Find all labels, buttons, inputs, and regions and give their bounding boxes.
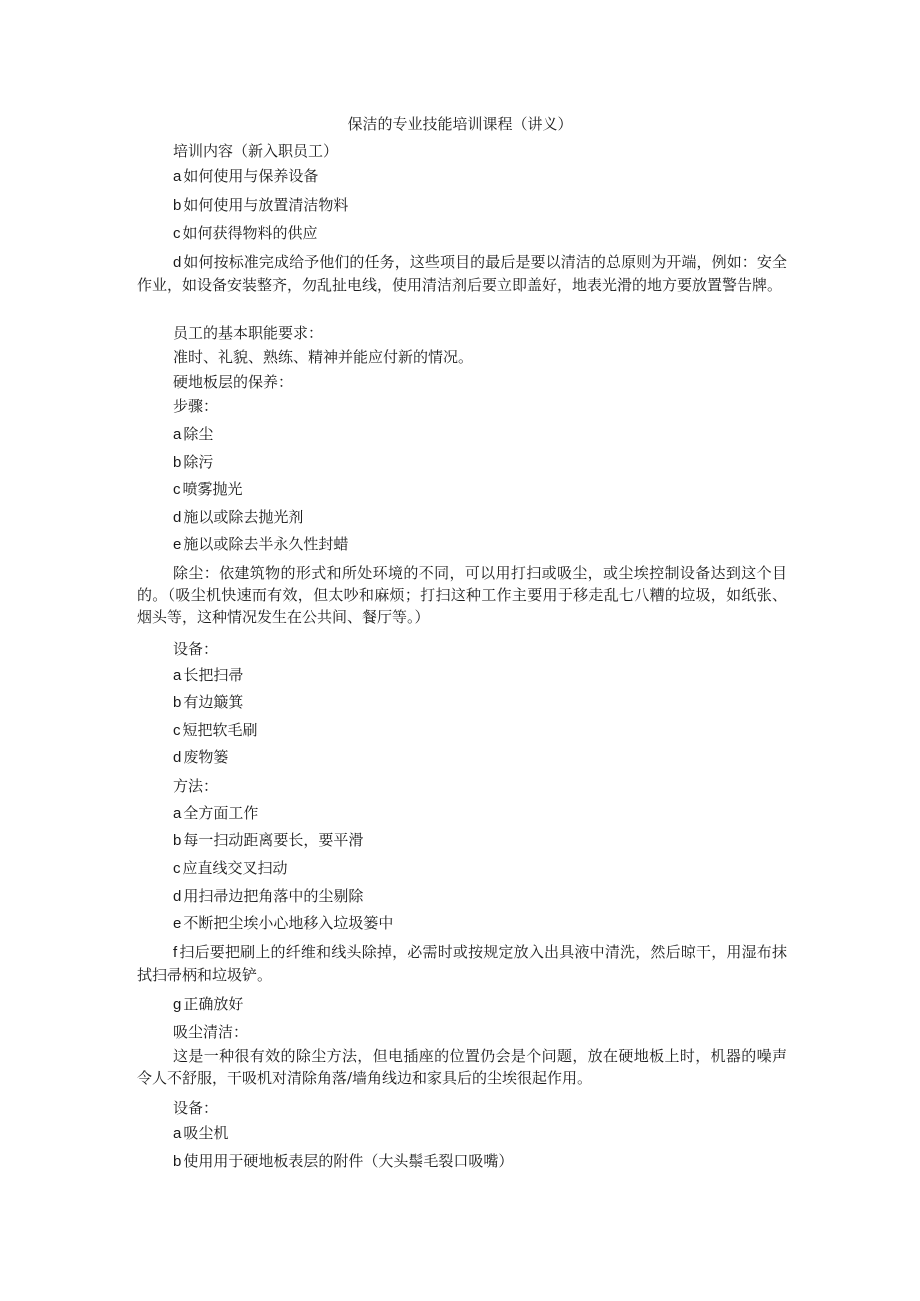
list-item: d 施以或除去抛光剂 [173, 508, 304, 526]
list-item: a 吸尘机 [173, 1124, 229, 1142]
document-title: 保洁的专业技能培训课程（讲义） [347, 115, 573, 133]
list-item: a 如何使用与保养设备 [173, 167, 319, 185]
list-item: e 不断把尘埃小心地移入垃圾篓中 [173, 914, 394, 932]
list-item: b 如何使用与放置清洁物料 [173, 196, 349, 214]
list-item: c 短把软毛刷 [173, 721, 258, 739]
list-item: b 每一扫动距离要长，要平滑 [173, 831, 364, 849]
list-item: d 废物篓 [173, 748, 229, 766]
paragraph: 除尘：依建筑物的形式和所处环境的不同，可以用打扫或吸尘，或尘埃控制设备达到这个目的。（吸尘机快速而有效，但太吵和麻烦；打扫这种工作主要用于移走乱七八糟的垃圾，如纸张、烟头等，这种情况发生在公共间、餐厅等。） [137, 564, 787, 626]
list-item: b 有边簸箕 [173, 693, 244, 711]
list-item: a 除尘 [173, 425, 214, 443]
list-item: b 使用用于硬地板表层的附件（大头鬃毛裂口吸嘴） [173, 1152, 514, 1170]
paragraph: 这是一种很有效的除尘方法，但电插座的位置仍会是个问题，放在硬地板上时，机器的噪声令人不舒服，干吸机对清除角落/墙角线边和家具后的尘埃很起作用。 [137, 1047, 787, 1087]
section-heading: 硬地板层的保养： [173, 373, 294, 391]
list-item: c 应直线交叉扫动 [173, 859, 288, 877]
text-line: 准时、礼貌、熟练、精神并能应付新的情况。 [173, 348, 474, 366]
section-heading: 设备： [173, 640, 219, 658]
list-item: b 除污 [173, 453, 214, 471]
section-heading: 员工的基本职能要求： [173, 324, 324, 342]
list-item: g 正确放好 [173, 995, 244, 1013]
list-item: d 用扫帚边把角落中的尘剔除 [173, 887, 364, 905]
section-heading: 培训内容（新入职员工） [173, 142, 339, 160]
section-heading: 设备： [173, 1099, 219, 1117]
section-heading: 步骤： [173, 397, 219, 415]
list-item: a 长把扫帚 [173, 666, 244, 684]
list-item: e 施以或除去半永久性封蜡 [173, 535, 349, 553]
list-item: c 喷雾抛光 [173, 480, 243, 498]
list-item: a 全方面工作 [173, 804, 259, 822]
paragraph: f 扫后要把刷上的纤维和线头除掉，必需时或按规定放入出具液中清洗，然后晾干，用湿布抹拭扫帚柄和垃圾铲。 [137, 943, 787, 984]
section-heading: 方法： [173, 777, 219, 795]
section-heading: 吸尘清洁： [173, 1023, 249, 1041]
paragraph: d 如何按标准完成给予他们的任务，这些项目的最后是要以清洁的总原则为开端，例如：安全作业，如设备安装整齐，勿乱扯电线，使用清洁剂后要立即盖好，地表光滑的地方要放置警告牌。 [137, 253, 787, 294]
list-item: c 如何获得物料的供应 [173, 224, 318, 242]
